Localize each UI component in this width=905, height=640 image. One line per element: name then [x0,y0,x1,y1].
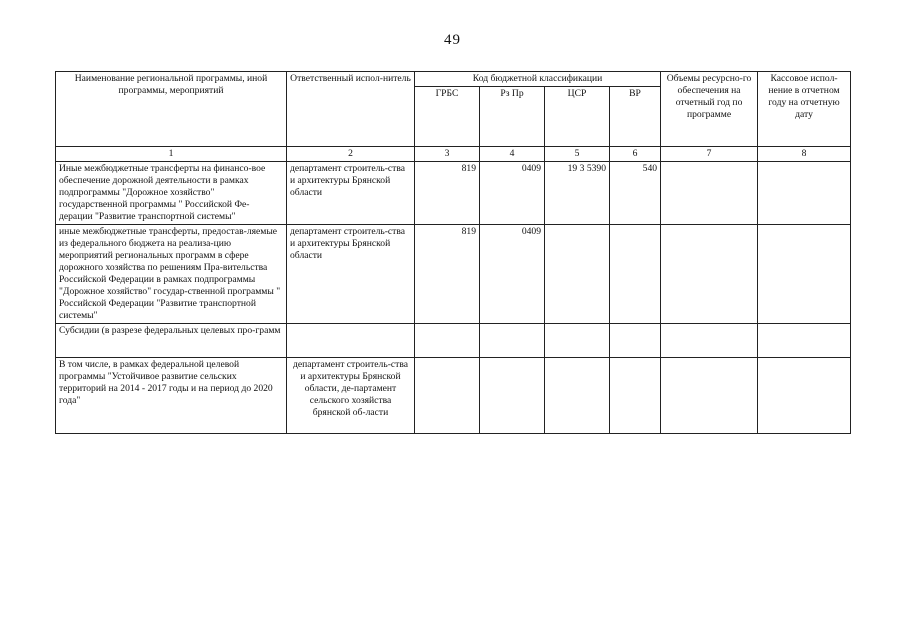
row-csr [545,224,610,323]
column-number: 7 [661,146,758,161]
header-csr: ЦСР [545,86,610,146]
row-grbs: 819 [415,224,480,323]
header-resource-volume: Объемы ресурсно-го обеспечения на отчетный год по программе [661,72,758,147]
row-rzpr [480,357,545,433]
header-budget-code-group: Код бюджетной классификации [415,72,661,87]
row-executor: департамент строитель-ства и архитектуры Брянской области [287,161,415,224]
row-resource-volume [661,224,758,323]
row-grbs [415,357,480,433]
row-grbs: 819 [415,161,480,224]
row-executor: департамент строитель-ства и архитектуры Брянской области [287,224,415,323]
table-row [56,224,851,323]
header-vr: ВР [610,86,661,146]
row-rzpr [480,323,545,357]
table-row [56,161,851,224]
column-number: 5 [545,146,610,161]
row-executor: департамент строитель-ства и архитектуры Брянской области, де-партамент сельского хозяйства брянской об-ласти [287,357,415,433]
table-row [56,357,851,433]
row-cash-execution [758,357,851,433]
budget-table [55,71,851,434]
column-number: 3 [415,146,480,161]
row-cash-execution [758,224,851,323]
header-grbs: ГРБС [415,86,480,146]
row-executor [287,323,415,357]
page-number: 49 [444,32,461,48]
row-resource-volume [661,161,758,224]
row-vr [610,224,661,323]
row-resource-volume [661,323,758,357]
row-vr [610,323,661,357]
row-cash-execution [758,323,851,357]
column-number-row [56,146,851,161]
row-program-name: В том числе, в рамках федеральной целевой программы "Устойчивое развитие сельских территорий на 2014 - 2017 годы и на период до 2020 года" [56,357,287,433]
header-program-name: Наименование региональной программы, иной программы, мероприятий [56,72,287,147]
column-number: 4 [480,146,545,161]
row-program-name: иные межбюджетные трансферты, предостав-ляемые из федерального бюджета на реализа-цию мероприятий региональных программ в сфере дорожного хозяйства по решениям Пра-вительства Российской Федерации в рамках подпрограммы "Дорожное хозяйство" государ-ственной программы " Российской Федерации "Развитие транспортной системы" [56,224,287,323]
table-row [56,323,851,357]
row-vr: 540 [610,161,661,224]
row-vr [610,357,661,433]
row-csr [545,357,610,433]
column-number: 6 [610,146,661,161]
header-rzpr: Рз Пр [480,86,545,146]
header-cash-execution: Кассовое испол-нение в отчетном году на отчетную дату [758,72,851,147]
column-number: 2 [287,146,415,161]
row-csr [545,323,610,357]
column-number: 1 [56,146,287,161]
row-program-name: Субсидии (в разрезе федеральных целевых про-грамм [56,323,287,357]
row-rzpr: 0409 [480,224,545,323]
row-rzpr: 0409 [480,161,545,224]
row-resource-volume [661,357,758,433]
row-csr: 19 3 5390 [545,161,610,224]
column-number: 8 [758,146,851,161]
row-cash-execution [758,161,851,224]
row-program-name: Иные межбюджетные трансферты на финансо-вое обеспечение дорожной деятельности в рамках подпрограммы "Дорожное хозяйство" государственной программы " Российской Фе-дерации "Развитие транспортной системы" [56,161,287,224]
row-grbs [415,323,480,357]
header-executor: Ответственный испол-нитель [287,72,415,147]
